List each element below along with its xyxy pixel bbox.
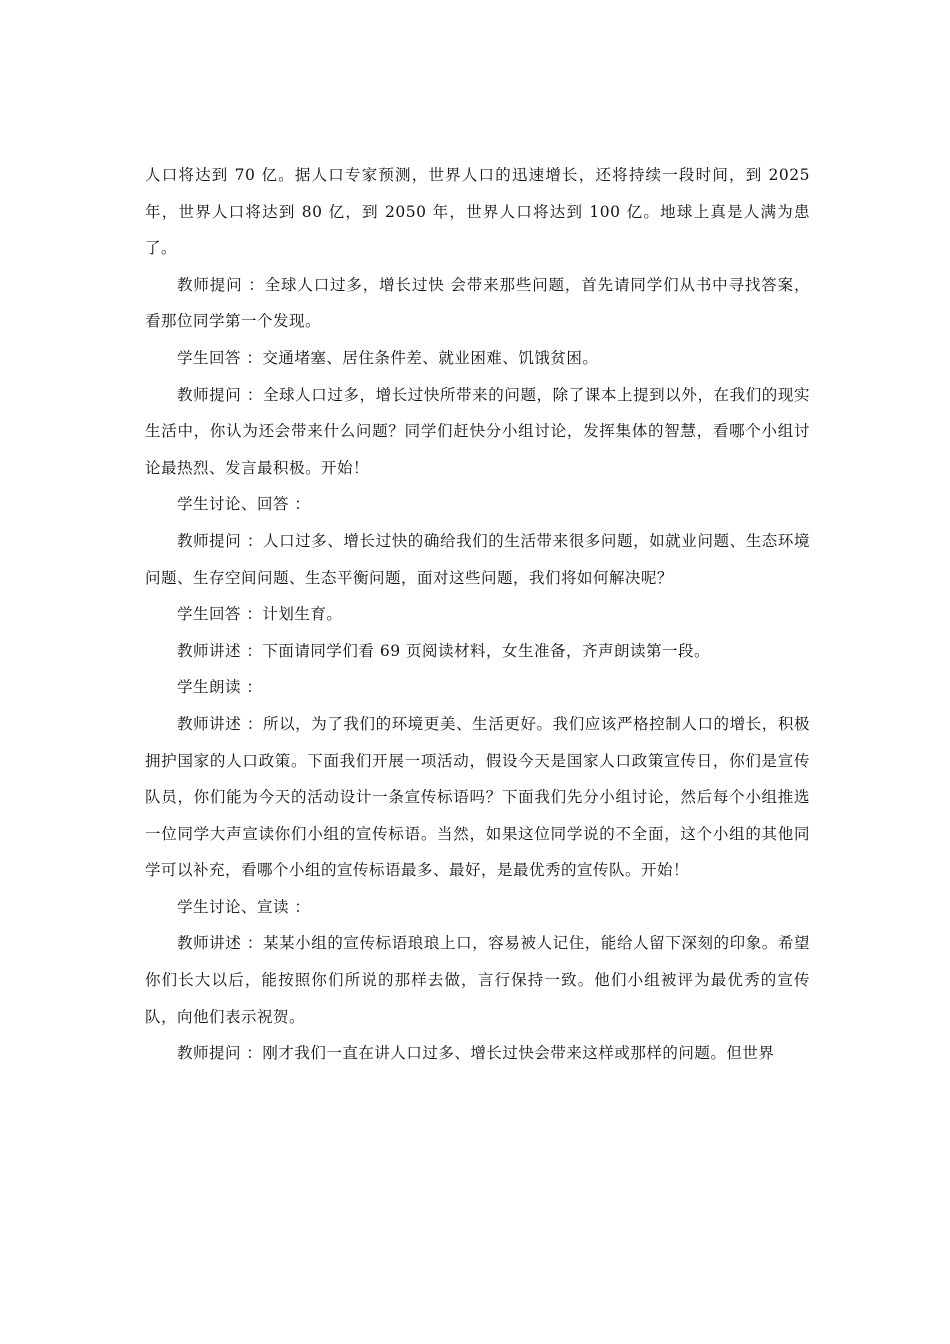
- paragraph-teacher-narration-1: 教师讲述 ：下面请同学们看 69 页阅读材料，女生准备，齐声朗读第一段。: [177, 641, 711, 660]
- paragraph-teacher-narration-3: 教师讲述 ：某某小组的宣传标语琅琅上口，容易被人记住，能给人留下深刻的印象。希望你们长大以后，能按照你们所说的那样去做，言行保持一致。他们小组被评为最优秀的宣传队，向他们表示祝贺。: [145, 934, 810, 1026]
- paragraph-population-forecast: 人口将达到 70 亿。据人口专家预测，世界人口的迅速增长，还将持续一段时间，到 2025 年，世界人口将达到 80 亿，到 2050 年，世界人口将达到 100 亿。地球上真是人满为患了。: [145, 166, 810, 258]
- paragraph-student-answer-1: 学生回答 ：交通堵塞、居住条件差、就业困难、饥饿贫困。: [177, 348, 599, 367]
- paragraph-student-discussion-1: 学生讨论、回答 ：: [177, 495, 311, 514]
- paragraph-teacher-question-4: 教师提问 ：刚才我们一直在讲人口过多、增长过快会带来这样或那样的问题。但世界: [177, 1044, 775, 1063]
- paragraph-teacher-question-1: 教师提问 ：全球人口过多，增长过快 会带来那些问题，首先请同学们从书中寻找答案，看那位同学第一个发现。: [145, 275, 810, 331]
- document-body: [145, 157, 810, 1072]
- paragraph-student-answer-2: 学生回答 ：计划生育。: [177, 605, 343, 624]
- paragraph-teacher-question-2: 教师提问 ：全球人口过多，增长过快所带来的问题，除了课本上提到以外，在我们的现实生活中，你认为还会带来什么问题？同学们赶快分小组讨论，发挥集体的智慧，看哪个小组讨论最热烈、发言最积极。开始！: [145, 385, 810, 477]
- paragraph-student-discussion-2: 学生讨论、宣读 ：: [177, 897, 311, 916]
- paragraph-teacher-narration-2: 教师讲述 ：所以，为了我们的环境更美、生活更好。我们应该严格控制人口的增长，积极拥护国家的人口政策。下面我们开展一项活动，假设今天是国家人口政策宣传日，你们是宣传队员，你们能为今天的活动设计一条宣传标语吗？下面我们先分小组讨论，然后每个小组推选一位同学大声宣读你们小组的宣传标语。当然，如果这位同学说的不全面，这个小组的其他同学可以补充，看哪个小组的宣传标语最多、最好，是最优秀的宣传队。开始！: [145, 714, 810, 880]
- paragraph-teacher-question-3: 教师提问 ：人口过多、增长过快的确给我们的生活带来很多问题，如就业问题、生态环境问题、生存空间问题、生态平衡问题，面对这些问题，我们将如何解决呢？: [145, 531, 810, 587]
- paragraph-student-reading: 学生朗读 ：: [177, 678, 263, 697]
